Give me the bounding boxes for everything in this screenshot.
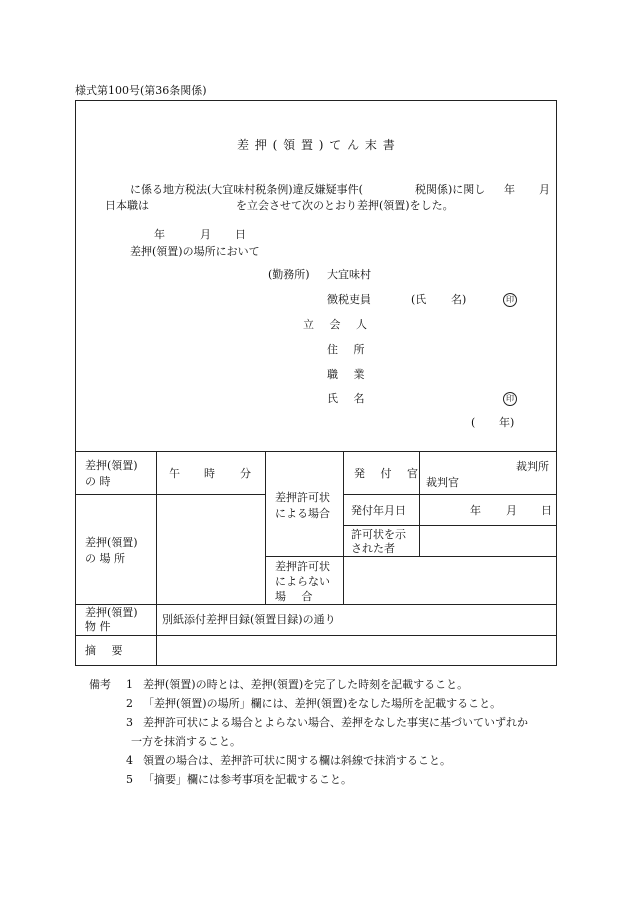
warrant-case-1: 差押許可状	[275, 491, 330, 504]
note-text-2: 「差押(領置)の場所」欄には、差押(領置)をなした場所を記載すること。	[143, 697, 502, 710]
document-title: 差 押 ( 領 置 ) て ん 末 書	[237, 138, 396, 152]
office-value: 大宜味村	[327, 268, 371, 281]
witness-age-label: 年)	[499, 416, 515, 429]
note-num-4: 4	[126, 754, 133, 767]
note-text-4: 領置の場合は、差押許可状に関する欄は斜線で抹消すること。	[143, 754, 451, 767]
place-label-2: の 場 所	[85, 552, 125, 565]
col-divider-sublabels	[343, 451, 344, 604]
no-warrant-3: 場 合	[275, 590, 319, 603]
intro-line1-a: に係る地方税法(大宜味村税条例)違反嫌疑事件(	[130, 183, 363, 196]
issuer-label: 発 付 官	[354, 467, 424, 480]
note-num-2: 2	[126, 697, 133, 710]
witness-seal-icon: 印	[503, 392, 517, 406]
time-label-2: の 時	[85, 475, 111, 488]
warrant-case-2: による場合	[275, 507, 330, 520]
row-divider-time	[75, 494, 265, 495]
note-text-1: 差押(領置)の時とは、差押(領置)を完了した時刻を記載すること。	[143, 678, 469, 691]
notes-heading: 備考	[89, 678, 111, 691]
table-top-line	[75, 451, 557, 452]
row-divider-issuer	[343, 494, 557, 495]
issue-date-label: 発付年月日	[351, 504, 406, 517]
intro-line1-year: 年	[504, 183, 515, 196]
officer-name-label: (氏	[411, 293, 427, 306]
date-day: 日	[235, 228, 246, 241]
issue-month: 月	[506, 504, 517, 517]
witness-job-label: 職 業	[327, 368, 371, 381]
shown-to-1: 許可状を示	[351, 528, 406, 541]
officer-name-label-end: 名)	[451, 293, 467, 306]
witness-name-label: 氏 名	[327, 392, 371, 405]
date-year: 年	[154, 228, 165, 241]
no-warrant-2: によらない	[275, 575, 330, 588]
row-divider-warrant	[265, 556, 557, 557]
row-divider-goods	[75, 635, 557, 636]
note-num-1: 1	[126, 678, 133, 691]
goods-label-1: 差押(領置)	[85, 606, 138, 619]
court-label: 裁判所	[516, 460, 549, 473]
issue-year: 年	[470, 504, 481, 517]
note-text-3b: 一方を抹消すること。	[131, 735, 241, 748]
witness-age-open: (	[471, 416, 476, 429]
officer-seal-icon: 印	[503, 293, 517, 307]
intro-line1-b: 税関係)に関し	[415, 183, 486, 196]
time-value-hour: 時	[204, 467, 215, 480]
intro-line2-a: 日本職は	[105, 199, 149, 212]
intro-line1-month: 月	[539, 183, 550, 196]
note-num-3: 3	[126, 716, 133, 729]
note-text-3: 差押許可状による場合とよらない場合、差押をなした事実に基づいていずれか	[143, 716, 528, 729]
row-divider-place	[75, 604, 557, 605]
no-warrant-1: 差押許可状	[275, 560, 330, 573]
col-divider-middle	[265, 451, 266, 604]
issue-day: 日	[541, 504, 552, 517]
place-label-1: 差押(領置)	[85, 536, 138, 549]
goods-value: 別紙添付差押目録(領置目録)の通り	[162, 613, 336, 626]
col-divider-labels	[156, 451, 157, 666]
judge-label: 裁判官	[426, 476, 459, 489]
time-value-am: 午	[169, 467, 180, 480]
place-line: 差押(領置)の場所において	[130, 245, 260, 258]
shown-to-2: された者	[351, 542, 395, 555]
goods-label-2: 物 件	[85, 620, 111, 633]
time-value-min: 分	[240, 467, 251, 480]
intro-line2-b: を立会させて次のとおり差押(領置)をした。	[236, 199, 454, 212]
office-label: (勤務所)	[268, 268, 310, 281]
officer-title: 徴税吏員	[327, 293, 371, 306]
note-text-5: 「摘要」欄には参考事項を記載すること。	[143, 773, 352, 786]
note-num-5: 5	[126, 773, 133, 786]
witness-address-label: 住 所	[327, 343, 371, 356]
time-label-1: 差押(領置)	[85, 459, 138, 472]
row-divider-issue-date	[343, 525, 557, 526]
summary-label: 摘 要	[85, 644, 129, 657]
form-number: 様式第100号(第36条関係)	[75, 84, 207, 97]
date-month: 月	[200, 228, 211, 241]
witness-heading: 立 会 人	[303, 318, 373, 331]
